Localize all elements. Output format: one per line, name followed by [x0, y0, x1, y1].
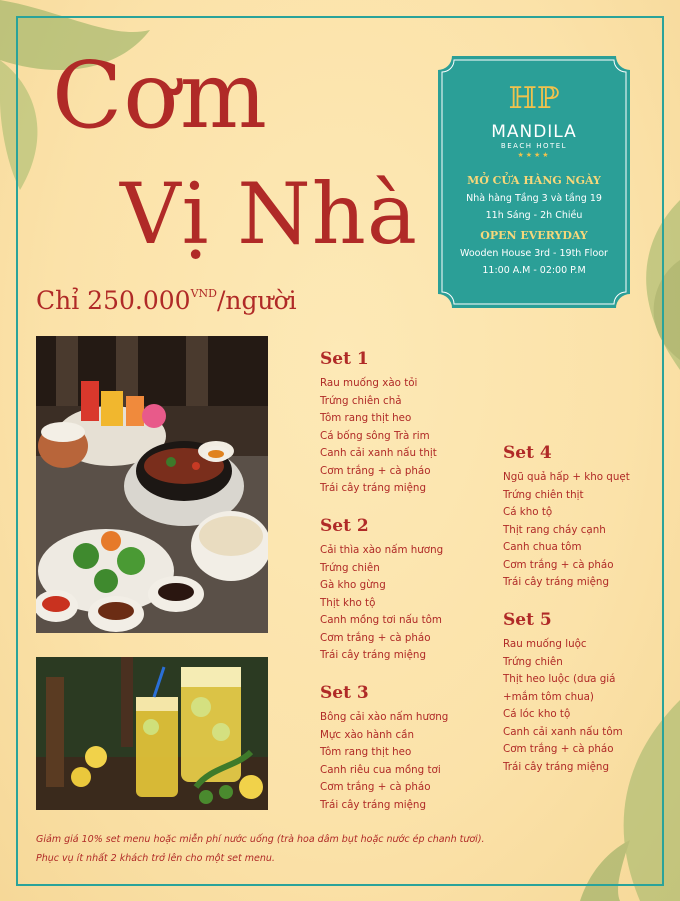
menu-item: Cá lóc kho tộ: [503, 708, 571, 720]
price-suffix: /người: [216, 286, 297, 315]
set-3: [320, 683, 448, 814]
open-daily-heading-en: OPEN EVERYDAY: [480, 229, 588, 242]
menu-item: Bông cải xào nấm hương: [320, 711, 449, 723]
menu-item: Tôm rang thịt heo: [320, 412, 412, 424]
discount-note: Giảm giá 10% set menu hoặc miễn phí nước uống (trà hoa dâm bụt hoặc nước ép chanh tươi).: [36, 834, 485, 845]
price-text: [36, 286, 297, 315]
title-line-2: Vị Nhà: [120, 165, 418, 263]
set-title: Set 3: [320, 683, 369, 703]
menu-item: Canh cải xanh nấu tôm: [503, 725, 623, 738]
set-4: [503, 443, 630, 592]
menu-item: Trái cây tráng miệng: [320, 482, 426, 494]
menu-item: Canh riêu cua mồng tơi: [320, 763, 441, 776]
hours-en: 11:00 A.M - 02:00 P.M: [482, 265, 586, 276]
rating-stars-icon: ★★★★: [517, 151, 551, 159]
menu-item: Trái cây tráng miệng: [320, 798, 426, 811]
menu-item: Rau muống xào tỏi: [320, 377, 418, 389]
set-title: Set 4: [503, 443, 552, 463]
menu-item: Canh chua tôm: [503, 541, 582, 553]
menu-item: Rau muống luộc: [503, 638, 587, 650]
menu-item: Thịt rang cháy cạnh: [503, 523, 606, 536]
menu-item: Gà kho gừng: [320, 579, 386, 591]
hours-vn: 11h Sáng - 2h Chiều: [485, 210, 583, 221]
menu-item: Cơm trắng + cà pháo: [503, 743, 614, 755]
food-photo: [36, 336, 268, 633]
menu-item: Thịt kho tộ: [320, 596, 376, 609]
set-title: Set 5: [503, 610, 552, 630]
menu-item: Trái cây tráng miệng: [503, 760, 609, 773]
menu-item: Trứng chiên thịt: [503, 488, 584, 501]
menu-item: Canh mồng tơi nấu tôm: [320, 614, 442, 626]
menu-item: Cá bống sông Trà rim: [320, 429, 430, 442]
menu-item: Thịt heo luộc (dưa giá: [503, 673, 616, 685]
menu-item: Ngũ quả hấp + kho quẹt: [503, 471, 630, 483]
price-amount: Chỉ 250.000: [36, 286, 191, 315]
set-5: [503, 610, 623, 776]
menu-item: Cơm trắng + cà pháo: [320, 631, 431, 644]
location-en: Wooden House 3rd - 19th Floor: [460, 248, 608, 259]
menu-item: Cơm trắng + cà pháo: [503, 558, 614, 571]
menu-item: Canh cải xanh nấu thịt: [320, 447, 437, 459]
menu-item: Cơm trắng + cà pháo: [320, 781, 431, 793]
set-title: Set 2: [320, 516, 369, 536]
brand-subtitle: BEACH HOTEL: [500, 142, 568, 150]
set-2: [320, 516, 443, 665]
menu-item: Trứng chiên chả: [320, 394, 402, 407]
hotel-badge: [438, 56, 630, 308]
brand-name: MANDILA: [491, 122, 577, 142]
title-line-1: Cơm: [52, 42, 269, 149]
menu-item: Cải thìa xào nấm hương: [320, 544, 444, 556]
menu-item: Cá kho tộ: [503, 506, 553, 518]
menu-item: Trái cây tráng miệng: [503, 576, 609, 588]
menu-item: Trứng chiên: [503, 655, 563, 668]
location-vn: Nhà hàng Tầng 3 và tầng 19: [466, 193, 602, 204]
drinks-photo: [36, 657, 268, 810]
open-daily-heading-vn: MỞ CỬA HÀNG NGÀY: [467, 174, 601, 187]
price-currency: VND: [190, 287, 217, 300]
menu-item: +mắm tôm chua): [503, 690, 594, 703]
menu-item: Trứng chiên: [320, 561, 380, 574]
serving-note: Phục vụ ít nhất 2 khách trở lên cho một set menu.: [36, 853, 275, 864]
menu-item: Mực xào hành cần: [320, 728, 414, 741]
menu-item: Tôm rang thịt heo: [320, 746, 412, 758]
set-1: [320, 349, 437, 498]
menu-item: Trái cây tráng miệng: [320, 649, 426, 661]
menu-item: Cơm trắng + cà pháo: [320, 464, 431, 477]
mandila-logo-icon: ℍℙ: [508, 81, 560, 116]
set-title: Set 1: [320, 349, 369, 369]
